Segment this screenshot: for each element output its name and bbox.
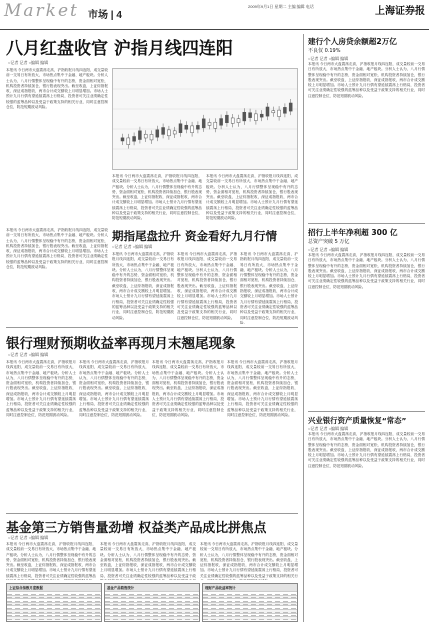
body-a6: 本报讯 今日两市大盘震荡走高，沪指收报月线四连阳，成交量较前一交易日有所放大，市场热点集中于金融、地产板块。分析人士认为，八月行情整体呈现稳中有升的态势，资金面相对宽松，机构投资者持续加仓，银行股表现突出。截至收盘，上证综指报收，深证成指报收，两市合计成交额较上月明显增加。市场人士预计九月行情有望延续震荡上行格局，投资者可关注业绩确定性较强的蓝筹品种以及受益于政策支持的相关行业，同时注意控制仓位，防范短期波动风险。 <box>308 253 425 289</box>
headline-a3: 银行理财预期收益率再现月末翘尾现象 <box>6 336 236 352</box>
candle-body <box>138 131 141 140</box>
body-a4-col3: 本报讯 今日两市大盘震荡走高，沪指收报月线四连阳，成交量较前一交易日有所放大，市场热点集中于金融、地产板块。分析人士认为，八月行情整体呈现稳中有升的态势，资金面相对宽松，机构投资者持续加仓，银行股表现突出。截至收盘，上证综指报收，深证成指报收，两市合计成交额较上月明显增加。市场人士预计九月行情有望延续震荡上行格局，投资者可关注业绩确定性较强的蓝筹品种以及受益于政策支持的相关行 <box>200 542 298 578</box>
byline-a7: ○记者 记者 ○编辑 编辑 <box>308 426 349 431</box>
paper-logo: 上海证券报 <box>375 6 425 17</box>
candle-body <box>150 134 153 140</box>
byline-a2: ○记者 记者 ○编辑 编辑 <box>112 244 153 249</box>
date-line: 2009年9月1日 星期二 主编 编辑 电话 <box>248 4 314 9</box>
body-a7: 本报讯 今日两市大盘震荡走高，沪指收报月线四连阳，成交量较前一交易日有所放大，市场热点集中于金融、地产板块。分析人士认为，八月行情整体呈现稳中有升的态势，资金面相对宽松，机构投资者持续加仓，银行股表现突出。截至收盘，上证综指报收，深证成指报收，两市合计成交额较上月明显增加。市场人士预计九月行情有望延续震荡上行格局，投资者可关注业绩确定性较强的蓝筹品种以及受益于政策支持的相关行业，同时注意控制仓位，防范短期波动风险。 <box>308 432 425 468</box>
byline-a3: ○记者 记者 ○编辑 编辑 <box>8 352 49 357</box>
headline-a6: 招行上半年净利超 300 亿 <box>308 228 398 237</box>
body-a1-col2: 本报讯 今日两市大盘震荡走高，沪指收报月线四连阳，成交量较前一交易日有所放大，市场热点集中于金融、地产板块。分析人士认为，八月行情整体呈现稳中有升的态势，资金面相对宽松，机构投资者持续加仓，银行股表现突出。截至收盘，上证综指报收，深证成指报收，两市合计成交额较上月明显增加。市场人士预计九月行情有望延续震荡上行格局，投资者可关注业绩确定性较强的蓝筹品种以及受益于政策支持的相关行业，同时注意控制仓位，防范短期波动风险。 <box>112 174 202 221</box>
candle-body <box>127 138 130 145</box>
candle-body <box>191 126 194 133</box>
body-a3-col4: 本报讯 今日两市大盘震荡走高，沪指收报月线四连阳，成交量较前一交易日有所放大，市场热点集中于金融、地产板块。分析人士认为，八月行情整体呈现稳中有升的态势，资金面相对宽松，机构投资者持续加仓，银行股表现突出。截至收盘，上证综指报收，深证成指报收，两市合计成交额较上月明显增加。市场人士预计九月行情有望延续震荡上行格局，投资者可关注业绩确定性较强的蓝筹品种以及受益于政策支持的相关行业，同时注意控制仓位，防范短期波动风险。 <box>227 360 298 417</box>
candle-body <box>214 122 217 128</box>
data-table-2 <box>104 583 200 622</box>
body-a2-col4: 本报讯 今日两市大盘震荡走高，沪指收报月线四连阳，成交量较前一交易日有所放大，市场热点集中于金融、地产板块。分析人士认为，八月行情整体呈现稳中有升的态势，资金面相对宽松，机构投资者持续加仓，银行股表现突出。截至收盘，上证综指报收，深证成指报收，两市合计成交额较上月明显增加。市场人士预计九月行情有望延续震荡上行格局，投资者可关注业绩确定性较强的蓝筹品种以及受益于政策支持的相关行业，同时注意控制仓位，防范短期波动风险。 <box>240 252 298 324</box>
candle-body <box>260 114 263 117</box>
candle-body <box>162 127 165 134</box>
market-brand: Market <box>4 1 79 21</box>
table-title: 基金产品销售统计 <box>105 584 199 591</box>
right-divider-1 <box>308 223 425 224</box>
candle-body <box>208 122 211 125</box>
candle-body <box>133 136 136 141</box>
candle-body <box>196 125 199 129</box>
byline-a6: ○记者 记者 ○编辑 编辑 <box>308 247 349 252</box>
table-title: 上证综合指数月度数据 <box>7 584 101 591</box>
body-a2-col1: 本报讯 今日两市大盘震荡走高，沪指收报月线四连阳，成交量较前一交易日有所放大，市场热点集中于金融、地产板块。分析人士认为，八月行情整体呈现稳中有升的态势，资金面相对宽松，机构投资者持续加仓，银行股表现突出。截至收盘，上证综指报收，深证成指报收，两市合计成交额较上月明显增加。市场人士预计九月行情有望延续震荡上行格局，投资者可关注业绩确定性较强的蓝筹品种以及受益于政策支持的相关行业，同时注意控制仓位，防范短期波动风险。 <box>6 228 108 270</box>
body-a2-col3: 本报讯 今日两市大盘震荡走高，沪指收报月线四连阳，成交量较前一交易日有所放大，市场热点集中于金融、地产板块。分析人士认为，八月行情整体呈现稳中有升的态势，资金面相对宽松，机构投资者持续加仓，银行股表现突出。截至收盘，上证综指报收，深证成指报收，两市合计成交额较上月明显增加。市场人士预计九月行情有望延续震荡上行格局，投资者可关注业绩确定性较强的蓝筹品种以及受益于政策支持的相关行业，同时注意控制仓位，防范短期波动风险。 <box>177 252 237 320</box>
body-a2-col2: 本报讯 今日两市大盘震荡走高，沪指收报月线四连阳，成交量较前一交易日有所放大，市场热点集中于金融、地产板块。分析人士认为，八月行情整体呈现稳中有升的态势，资金面相对宽松，机构投资者持续加仓，银行股表现突出。截至收盘，上证综指报收，深证成指报收，两市合计成交额较上月明显增加。市场人士预计九月行情有望延续震荡上行格局，投资者可关注业绩确定性较强的蓝筹品种以及受益于政策支持的相关行业，同时注意控制仓位，防范短期波动风险。 <box>112 252 174 320</box>
candle-body <box>156 130 159 137</box>
body-a1-col3: 本报讯 今日两市大盘震荡走高，沪指收报月线四连阳，成交量较前一交易日有所放大，市场热点集中于金融、地产板块。分析人士认为，八月行情整体呈现稳中有升的态势，资金面相对宽松，机构投资者持续加仓，银行股表现突出。截至收盘，上证综指报收，深证成指报收，两市合计成交额较上月明显增加。市场人士预计九月行情有望延续震荡上行格局，投资者可关注业绩确定性较强的蓝筹品种以及受益于政策支持的相关行业，同时注意控制仓位，防范短期波动风险。 <box>206 174 298 221</box>
candle-body <box>231 118 234 123</box>
body-a5: 本报讯 今日两市大盘震荡走高，沪指收报月线四连阳，成交量较前一交易日有所放大，市场热点集中于金融、地产板块。分析人士认为，八月行情整体呈现稳中有升的态势，资金面相对宽松，机构投资者持续加仓，银行股表现突出。截至收盘，上证综指报收，深证成指报收，两市合计成交额较上月明显增加。市场人士预计九月行情有望延续震荡上行格局，投资者可关注业绩确定性较强的蓝筹品种以及受益于政策支持的相关行业，同时注意控制仓位，防范短期波动风险。 <box>308 62 425 98</box>
masthead <box>0 0 429 30</box>
column-divider <box>303 34 304 622</box>
candle-body <box>121 138 124 141</box>
right-divider-2 <box>308 411 425 412</box>
candle-body <box>278 110 281 116</box>
candlestick-chart <box>112 68 298 170</box>
table-title: 理财产品收益率统计 <box>203 584 297 591</box>
candle-body <box>167 130 170 136</box>
subhead-a6: 总资产突破 5 万亿 <box>308 239 350 245</box>
candle-body <box>289 103 292 111</box>
section-divider-1 <box>6 327 298 328</box>
byline-a4: ○记者 记者 ○编辑 编辑 <box>8 535 49 540</box>
headline-a1: 八月红盘收官 沪指月线四连阳 <box>6 39 233 59</box>
body-a4-col2: 本报讯 今日两市大盘震荡走高，沪指收报月线四连阳，成交量较前一交易日有所放大，市场热点集中于金融、地产板块。分析人士认为，八月行情整体呈现稳中有升的态势，资金面相对宽松，机构投资者持续加仓，银行股表现突出。截至收盘，上证综指报收，深证成指报收，两市合计成交额较上月明显增加。市场人士预计九月行情有望延续震荡上行格局，投资者可关注业绩确定性较强的蓝筹品种以及受益于政 <box>100 542 196 578</box>
section-label: 市场 | 4 <box>88 10 122 21</box>
body-a3-col3: 本报讯 今日两市大盘震荡走高，沪指收报月线四连阳，成交量较前一交易日有所放大，市场热点集中于金融、地产板块。分析人士认为，八月行情整体呈现稳中有升的态势，资金面相对宽松，机构投资者持续加仓，银行股表现突出。截至收盘，上证综指报收，深证成指报收，两市合计成交额较上月明显增加。市场人士预计九月行情有望延续震荡上行格局，投资者可关注业绩确定性较强的蓝筹品种以及受益于政策支持的相关行业，同时注意控制仓位，防范短期波动风险。 <box>152 360 224 417</box>
data-table-1 <box>6 583 102 622</box>
headline-a5: 建行个人房贷余额超2万亿 <box>308 37 397 46</box>
candle-body <box>283 107 286 113</box>
data-table-3 <box>202 583 298 622</box>
candle-body <box>202 119 205 128</box>
candle-body <box>243 112 246 121</box>
body-a3-col1: 本报讯 今日两市大盘震荡走高，沪指收报月线四连阳，成交量较前一交易日有所放大，市场热点集中于金融、地产板块。分析人士认为，八月行情整体呈现稳中有升的态势，资金面相对宽松，机构投资者持续加仓，银行股表现突出。截至收盘，上证综指报收，深证成指报收，两市合计成交额较上月明显增加。市场人士预计九月行情有望延续震荡上行格局，投资者可关注业绩确定性较强的蓝筹品种以及受益于政策支持的相关行业，同时注意控制仓位，防范短期波动风险。 <box>6 360 76 417</box>
candle-body <box>249 113 252 118</box>
headline-a2: 期指尾盘拉升 资金看好九月行情 <box>112 229 278 243</box>
byline-a1: ○记者 记者 ○编辑 编辑 <box>8 60 49 65</box>
candle-body <box>266 107 269 116</box>
byline-a5: ○记者 记者 ○编辑 编辑 <box>308 56 349 61</box>
candlestick-chart-svg <box>113 69 298 170</box>
body-a3-col2: 本报讯 今日两市大盘震荡走高，沪指收报月线四连阳，成交量较前一交易日有所放大，市场热点集中于金融、地产板块。分析人士认为，八月行情整体呈现稳中有升的态势，资金面相对宽松，机构投资者持续加仓，银行股表现突出。截至收盘，上证综指报收，深证成指报收，两市合计成交额较上月明显增加。市场人士预计九月行情有望延续震荡上行格局，投资者可关注业绩确定性较强的蓝筹品种以及受益于政策支持的相关行业，同时注意控制仓位，防范短期波动风险。 <box>79 360 149 417</box>
body-a4-col1: 本报讯 今日两市大盘震荡走高，沪指收报月线四连阳，成交量较前一交易日有所放大，市场热点集中于金融、地产板块。分析人士认为，八月行情整体呈现稳中有升的态势，资金面相对宽松，机构投资者持续加仓，银行股表现突出。截至收盘，上证综指报收，深证成指报收，两市合计成交额较上月明显增加。市场人士预计九月行情有望延续震荡上行格局，投资者可关注业绩确定性较强的蓝筹品 <box>6 542 96 578</box>
subhead-a5: 不良仅 0.19% <box>308 48 341 54</box>
candle-body <box>254 114 257 121</box>
candle-body <box>144 134 147 138</box>
candle-body <box>237 119 240 123</box>
candle-body <box>272 111 275 113</box>
candle-body <box>185 125 188 129</box>
candle-body <box>179 124 182 133</box>
candle-body <box>225 115 228 123</box>
candle-body <box>220 119 223 126</box>
headline-a4: 基金第三方销售量劲增 权益类产品成比拼焦点 <box>6 521 267 536</box>
section-divider-2 <box>6 513 298 514</box>
body-a1-col1: 本报讯 今日两市大盘震荡走高，沪指收报月线四连阳，成交量较前一交易日有所放大，市场热点集中于金融、地产板块。分析人士认为，八月行情整体呈现稳中有升的态势，资金面相对宽松，机构投资者持续加仓，银行股表现突出。截至收盘，上证综指报收，深证成指报收，两市合计成交额较上月明显增加。市场人士预计九月行情有望延续震荡上行格局，投资者可关注业绩确定性较强的蓝筹品种以及受益于政策支持的相关行业，同时注意控制仓位，防范短期波动风险。 <box>6 68 108 110</box>
headline-a7: 兴业银行资产质量恢复“常态” <box>308 416 407 425</box>
candle-body <box>173 131 176 134</box>
